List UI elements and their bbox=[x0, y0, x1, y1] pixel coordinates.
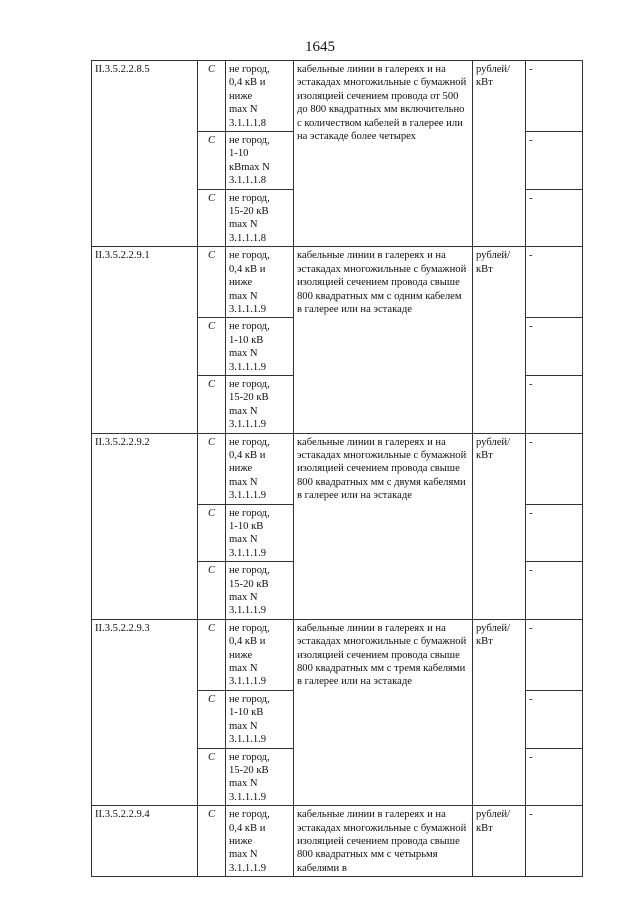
tariff-code-cell: II.3.5.2.2.8.5 bbox=[92, 61, 198, 247]
table-row bbox=[92, 61, 583, 132]
value-cell: - bbox=[526, 690, 583, 748]
condition-cell bbox=[226, 132, 294, 190]
condition-line: не город, bbox=[229, 378, 270, 390]
value-cell: - bbox=[526, 504, 583, 562]
category-letter-cell: С bbox=[198, 806, 226, 877]
description-cell: кабельные линии в галереях и на эстакадах многожильные с бумажной изоляцией сечением провода свыше 800 квадратных мм с тремя кабелями в галерее или на эстакаде bbox=[294, 619, 473, 805]
table-row bbox=[92, 247, 583, 318]
condition-cell bbox=[226, 690, 294, 748]
condition-line: 3.1.1.1.9 bbox=[229, 303, 267, 315]
condition-line: 0,4 кВ и bbox=[229, 449, 266, 461]
condition-line: max N bbox=[229, 592, 258, 604]
table-row bbox=[92, 433, 583, 504]
category-letter-cell: С bbox=[198, 132, 226, 190]
condition-line: 3.1.1.1.9 bbox=[229, 490, 267, 502]
table-row bbox=[92, 619, 583, 690]
tariff-code-cell: II.3.5.2.2.9.2 bbox=[92, 433, 198, 619]
condition-line: max N bbox=[229, 290, 258, 302]
condition-line: не город, bbox=[229, 565, 270, 577]
category-letter-cell: С bbox=[198, 375, 226, 433]
category-letter-cell: С bbox=[198, 247, 226, 318]
condition-line: не город, bbox=[229, 751, 270, 763]
category-letter-cell: С bbox=[198, 189, 226, 247]
condition-line: 3.1.1.1.8 bbox=[229, 117, 267, 129]
description-cell: кабельные линии в галереях и на эстакадах многожильные с бумажной изоляцией сечением провода свыше 800 квадратных мм с четырьмя кабелями в bbox=[294, 806, 473, 877]
condition-line: 0,4 кВ и bbox=[229, 822, 266, 834]
condition-line: 0,4 кВ и bbox=[229, 263, 266, 275]
condition-line: не город, bbox=[229, 507, 270, 519]
value-cell: - bbox=[526, 189, 583, 247]
condition-line: не город, bbox=[229, 693, 270, 705]
condition-line: 0,4 кВ и bbox=[229, 636, 266, 648]
category-letter-cell: С bbox=[198, 61, 226, 132]
condition-line: max N bbox=[229, 663, 258, 675]
table-row bbox=[92, 806, 583, 877]
condition-line: ниже bbox=[229, 90, 253, 102]
condition-line: не город, bbox=[229, 64, 270, 75]
description-cell: кабельные линии в галереях и на эстакадах многожильные с бумажной изоляцией сечением провода от 500 до 800 квадратных мм включительно с количеством кабелей в галерее или на эстакаде более четырех bbox=[294, 61, 473, 247]
condition-line: ниже bbox=[229, 463, 253, 475]
tariff-table bbox=[91, 60, 583, 877]
tariff-code-cell: II.3.5.2.2.9.1 bbox=[92, 247, 198, 433]
condition-line: не город, bbox=[229, 135, 270, 147]
condition-line: кВmax N bbox=[229, 161, 270, 173]
condition-line: 3.1.1.1.8 bbox=[229, 232, 267, 244]
condition-line: не город, bbox=[229, 622, 270, 634]
condition-line: не город, bbox=[229, 321, 270, 333]
condition-line: 1-10 кВ bbox=[229, 521, 264, 532]
category-letter-cell: С bbox=[198, 748, 226, 806]
condition-line: 3.1.1.1.9 bbox=[229, 676, 267, 688]
condition-line: max N bbox=[229, 849, 258, 861]
condition-line: 3.1.1.1.9 bbox=[229, 734, 267, 746]
condition-line: 1-10 кВ bbox=[229, 707, 264, 719]
value-cell: - bbox=[526, 562, 583, 620]
condition-cell bbox=[226, 375, 294, 433]
condition-line: 3.1.1.1.8 bbox=[229, 175, 267, 187]
condition-cell bbox=[226, 318, 294, 376]
value-cell: - bbox=[526, 247, 583, 318]
condition-line: не город, bbox=[229, 436, 270, 448]
condition-cell bbox=[226, 433, 294, 504]
condition-line: 3.1.1.1.9 bbox=[229, 547, 267, 559]
condition-line: 1-10 bbox=[229, 148, 249, 160]
condition-line: не город, bbox=[229, 809, 270, 821]
condition-line: max N bbox=[229, 348, 258, 360]
unit-cell: рублей/ кВт bbox=[473, 433, 526, 619]
condition-line: max N bbox=[229, 219, 258, 231]
description-cell: кабельные линии в галереях и на эстакадах многожильные с бумажной изоляцией сечением провода свыше 800 квадратных мм с двумя кабелями в галерее или на эстакаде bbox=[294, 433, 473, 619]
description-cell: кабельные линии в галереях и на эстакадах многожильные с бумажной изоляцией сечением провода свыше 800 квадратных мм с одним кабелем в галерее или на эстакаде bbox=[294, 247, 473, 433]
condition-line: max N bbox=[229, 104, 258, 116]
unit-cell: рублей/ кВт bbox=[473, 619, 526, 805]
unit-cell: рублей/ кВт bbox=[473, 806, 526, 877]
category-letter-cell: С bbox=[198, 619, 226, 690]
tariff-code-cell: II.3.5.2.2.9.4 bbox=[92, 806, 198, 877]
category-letter-cell: С bbox=[198, 562, 226, 620]
value-cell: - bbox=[526, 318, 583, 376]
condition-line: не город, bbox=[229, 192, 270, 204]
condition-line: ниже bbox=[229, 649, 253, 661]
condition-line: max N bbox=[229, 778, 258, 790]
value-cell: - bbox=[526, 132, 583, 190]
value-cell: - bbox=[526, 806, 583, 877]
condition-line: 3.1.1.1.9 bbox=[229, 361, 267, 373]
condition-cell bbox=[226, 61, 294, 132]
condition-line: 15-20 кВ bbox=[229, 392, 269, 404]
category-letter-cell: С bbox=[198, 504, 226, 562]
page-number: 1645 bbox=[305, 39, 335, 55]
value-cell: - bbox=[526, 619, 583, 690]
value-cell: - bbox=[526, 61, 583, 132]
condition-line: max N bbox=[229, 476, 258, 488]
value-cell: - bbox=[526, 748, 583, 806]
condition-line: 0,4 кВ и bbox=[229, 77, 266, 89]
unit-cell: рублей/ кВт bbox=[473, 247, 526, 433]
condition-line: 1-10 кВ bbox=[229, 334, 264, 346]
condition-line: ниже bbox=[229, 277, 253, 289]
condition-line: 15-20 кВ bbox=[229, 206, 269, 218]
condition-cell bbox=[226, 189, 294, 247]
condition-cell bbox=[226, 806, 294, 877]
condition-line: max N bbox=[229, 534, 258, 546]
value-cell: - bbox=[526, 375, 583, 433]
condition-line: не город, bbox=[229, 250, 270, 262]
condition-line: max N bbox=[229, 720, 258, 732]
condition-cell bbox=[226, 748, 294, 806]
category-letter-cell: С bbox=[198, 690, 226, 748]
condition-cell bbox=[226, 247, 294, 318]
condition-line: 15-20 кВ bbox=[229, 764, 269, 776]
tariff-code-cell: II.3.5.2.2.9.3 bbox=[92, 619, 198, 805]
condition-cell bbox=[226, 504, 294, 562]
tariff-table-body bbox=[92, 61, 583, 877]
category-letter-cell: С bbox=[198, 318, 226, 376]
unit-cell: рублей/ кВт bbox=[473, 61, 526, 247]
condition-line: 15-20 кВ bbox=[229, 578, 269, 590]
condition-cell bbox=[226, 562, 294, 620]
condition-line: max N bbox=[229, 405, 258, 417]
condition-line: 3.1.1.1.9 bbox=[229, 419, 267, 431]
condition-line: 3.1.1.1.9 bbox=[229, 605, 267, 617]
condition-line: 3.1.1.1.9 bbox=[229, 862, 267, 874]
category-letter-cell: С bbox=[198, 433, 226, 504]
value-cell: - bbox=[526, 433, 583, 504]
condition-line: 3.1.1.1.9 bbox=[229, 791, 267, 803]
condition-cell bbox=[226, 619, 294, 690]
condition-line: ниже bbox=[229, 835, 253, 847]
